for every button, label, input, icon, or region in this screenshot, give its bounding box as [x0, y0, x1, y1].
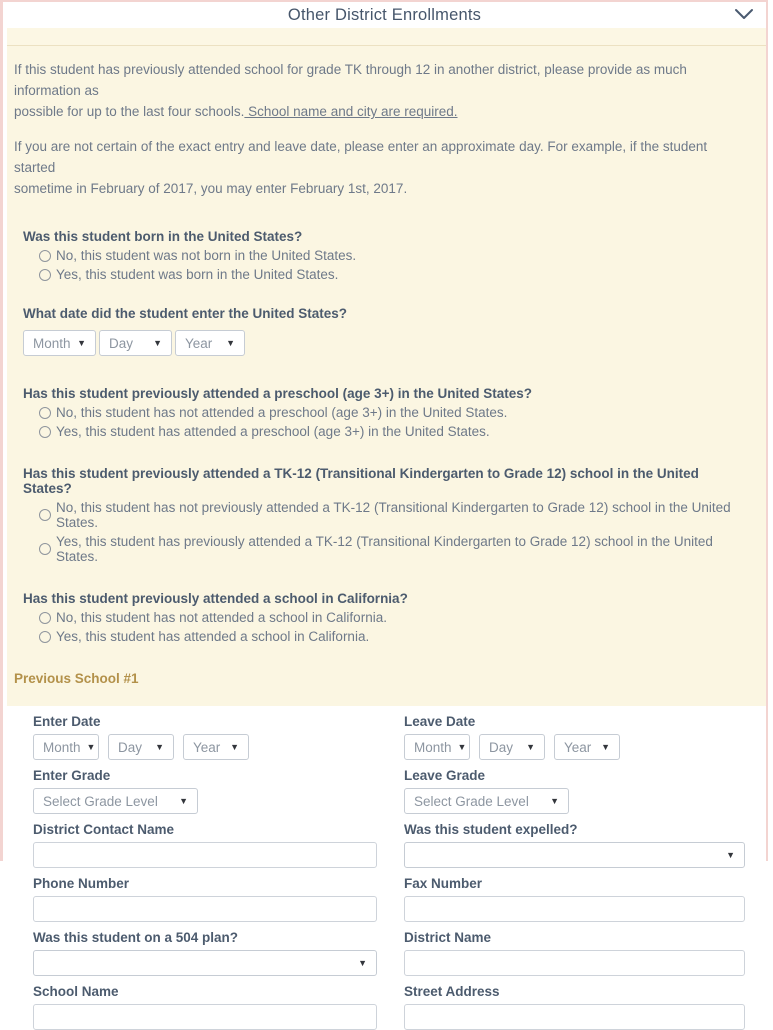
radio-california-no[interactable]	[39, 612, 51, 624]
phone-field	[33, 876, 377, 922]
entry-year-select-value: Year	[185, 335, 213, 351]
radio-option-row	[39, 629, 744, 644]
enter-date-day-select[interactable]	[108, 734, 174, 760]
radio-born-us-no[interactable]	[39, 250, 51, 262]
radio-option-row	[39, 424, 744, 439]
radio-born-us-yes-label[interactable]: Yes, this student was born in the United States.	[56, 267, 339, 282]
question-preschool: Has this student previously attended a preschool (age 3+) in the United States?	[23, 386, 532, 401]
radio-preschool-yes[interactable]	[39, 426, 51, 438]
intro-p2-line1: If you are not certain of the exact entry and leave date, please enter an approximate day. For example, if the student started	[14, 139, 708, 175]
section-top-strip	[7, 28, 766, 46]
radio-california-yes-label[interactable]: Yes, this student has attended a school in California.	[56, 629, 370, 644]
entry-day-select[interactable]	[99, 330, 172, 356]
enter-date-month-value: Month	[43, 739, 81, 755]
leave-date-day-value: Day	[489, 739, 514, 755]
enter-grade-label: Enter Grade	[33, 768, 111, 783]
enter-date-year-value: Year	[193, 739, 221, 755]
chevron-down-icon[interactable]	[734, 7, 754, 21]
district-name-input[interactable]	[404, 950, 745, 976]
required-note: School name and city are required.	[244, 104, 458, 119]
question-california: Has this student previously attended a school in California?	[23, 591, 408, 606]
plan504-field	[33, 930, 377, 976]
dropdown-arrow-icon: ▼	[526, 742, 535, 752]
dropdown-arrow-icon: ▼	[601, 742, 610, 752]
leave-date-month-value: Month	[414, 739, 452, 755]
dropdown-arrow-icon: ▼	[230, 742, 239, 752]
previous-school-1-heading: Previous School #1	[14, 671, 139, 686]
district-name-field	[404, 930, 745, 976]
intro-p1-line1: If this student has previously attended school for grade TK through 12 in another district, please provide as much information as	[14, 62, 687, 98]
school-name-field	[33, 984, 377, 1030]
entry-date-selects	[23, 330, 744, 356]
dropdown-arrow-icon: ▼	[457, 742, 467, 752]
plan504-select[interactable]	[33, 950, 377, 976]
phone-label: Phone Number	[33, 876, 130, 891]
dropdown-arrow-icon: ▼	[550, 796, 559, 806]
enter-grade-value: Select Grade Level	[43, 793, 158, 809]
dropdown-arrow-icon: ▼	[179, 796, 188, 806]
intro-paragraph-2	[14, 136, 744, 199]
leave-date-selects	[404, 734, 745, 760]
district-contact-input[interactable]	[33, 842, 377, 868]
leave-date-year-select[interactable]	[554, 734, 620, 760]
leave-date-label: Leave Date	[404, 714, 476, 729]
leave-date-month-select[interactable]	[404, 734, 470, 760]
district-name-label: District Name	[404, 930, 492, 945]
radio-born-us-no-label[interactable]: No, this student was not born in the United States.	[56, 248, 357, 263]
radio-california-yes[interactable]	[39, 631, 51, 643]
street-address-field	[404, 984, 745, 1030]
radio-tk12-no-label[interactable]: No, this student has not previously attended a TK-12 (Transitional Kindergarten to Grade 12) school in the United States.	[56, 500, 731, 530]
phone-input[interactable]	[33, 896, 377, 922]
radio-tk12-no[interactable]	[39, 509, 51, 521]
enter-grade-select[interactable]	[33, 788, 198, 814]
leave-date-day-select[interactable]	[479, 734, 545, 760]
radio-tk12-yes[interactable]	[39, 543, 51, 555]
radio-tk12-yes-label[interactable]: Yes, this student has previously attended a TK-12 (Transitional Kindergarten to Grade 12) school in the United States.	[56, 534, 713, 564]
dropdown-arrow-icon: ▼	[726, 850, 735, 860]
radio-preschool-no-label[interactable]: No, this student has not attended a preschool (age 3+) in the United States.	[56, 405, 508, 420]
radio-preschool-yes-label[interactable]: Yes, this student has attended a preschool (age 3+) in the United States.	[56, 424, 490, 439]
entry-month-select[interactable]	[23, 330, 96, 356]
district-contact-field	[33, 822, 377, 868]
dropdown-arrow-icon: ▼	[153, 338, 162, 348]
plan504-label: Was this student on a 504 plan?	[33, 930, 239, 945]
previous-school-form	[3, 706, 766, 1030]
radio-option-row	[39, 610, 744, 625]
leave-grade-select[interactable]	[404, 788, 569, 814]
expelled-field	[404, 822, 745, 868]
dropdown-arrow-icon: ▼	[77, 338, 86, 348]
fax-input[interactable]	[404, 896, 745, 922]
info-section	[7, 28, 766, 706]
radio-option-row	[39, 248, 744, 263]
enter-grade-field	[33, 768, 377, 814]
intro-paragraph-1	[14, 46, 744, 122]
dropdown-arrow-icon: ▼	[86, 742, 96, 752]
leave-grade-label: Leave Grade	[404, 768, 486, 783]
question-tk12: Has this student previously attended a TK-12 (Transitional Kindergarten to Grade 12) school in the United States?	[23, 466, 699, 496]
fax-field	[404, 876, 745, 922]
street-address-label: Street Address	[404, 984, 500, 999]
radio-option-row	[39, 534, 744, 564]
fax-label: Fax Number	[404, 876, 483, 891]
radio-born-us-yes[interactable]	[39, 269, 51, 281]
enter-date-year-select[interactable]	[183, 734, 249, 760]
enter-date-field	[33, 714, 377, 760]
dropdown-arrow-icon: ▼	[226, 338, 235, 348]
enter-date-month-select[interactable]	[33, 734, 99, 760]
entry-day-select-value: Day	[109, 335, 134, 351]
leave-date-field	[404, 714, 745, 760]
district-contact-label: District Contact Name	[33, 822, 175, 837]
enter-date-day-value: Day	[118, 739, 143, 755]
enter-date-label: Enter Date	[33, 714, 101, 729]
school-name-input[interactable]	[33, 1004, 377, 1030]
section-body	[7, 46, 766, 706]
dropdown-arrow-icon: ▼	[358, 958, 367, 968]
page-title: Other District Enrollments	[287, 5, 482, 24]
expelled-select[interactable]	[404, 842, 745, 868]
intro-p1-line2: possible for up to the last four schools.	[14, 104, 245, 119]
radio-option-row	[39, 405, 744, 420]
expelled-label: Was this student expelled?	[404, 822, 578, 837]
leave-date-year-value: Year	[564, 739, 592, 755]
leave-grade-field	[404, 768, 745, 814]
radio-option-row	[39, 500, 744, 530]
radio-preschool-no[interactable]	[39, 407, 51, 419]
entry-year-select[interactable]	[175, 330, 245, 356]
question-entry-date: What date did the student enter the United States?	[23, 306, 348, 321]
radio-option-row	[39, 267, 744, 282]
leave-grade-value: Select Grade Level	[414, 793, 529, 809]
radio-california-no-label[interactable]: No, this student has not attended a school in California.	[56, 610, 387, 625]
dropdown-arrow-icon: ▼	[155, 742, 164, 752]
intro-p2-line2: sometime in February of 2017, you may enter February 1st, 2017.	[14, 181, 408, 196]
section-header	[3, 2, 766, 28]
entry-month-select-value: Month	[33, 335, 71, 351]
question-born-us: Was this student born in the United States?	[23, 229, 303, 244]
street-address-input[interactable]	[404, 1004, 745, 1030]
school-name-label: School Name	[33, 984, 119, 999]
enter-date-selects	[33, 734, 377, 760]
